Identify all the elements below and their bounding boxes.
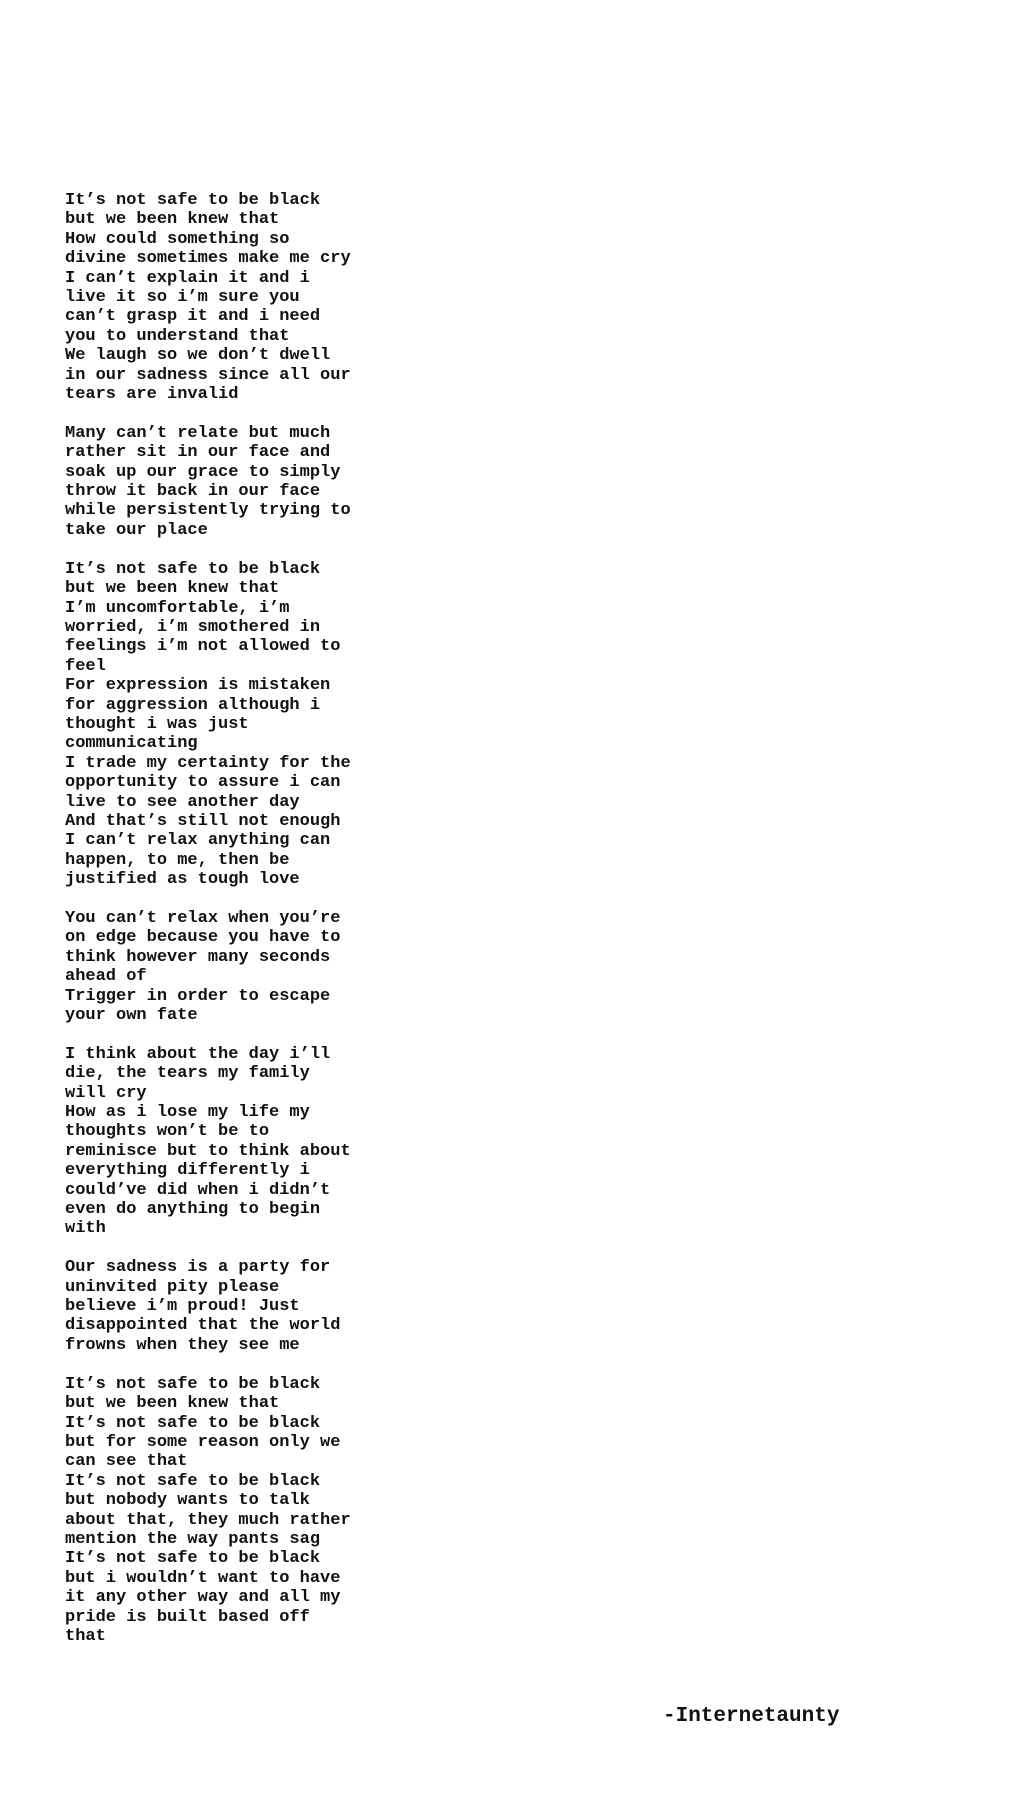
poem-line: disappointed that the world: [65, 1316, 341, 1336]
poem-stanza: [65, 1375, 765, 1647]
poem-line: for aggression although i: [65, 695, 321, 715]
poem-line: feel: [65, 656, 106, 676]
poem-line: Our sadness is a party for: [65, 1258, 331, 1278]
poem-line: but we been knew that: [65, 210, 280, 230]
poem-line: thought i was just: [65, 714, 249, 734]
poem-line: die, the tears my family: [65, 1064, 310, 1084]
poem-line: but we been knew that: [65, 1394, 280, 1414]
poem-line: think however many seconds: [65, 947, 331, 967]
poem-line: your own fate: [65, 1006, 198, 1026]
poem-line: but for some reason only we: [65, 1432, 341, 1452]
poem-line: ahead of: [65, 967, 147, 987]
poem-stanza: [65, 1045, 765, 1239]
poem-line: I can’t explain it and i: [65, 268, 310, 288]
poem-line: reminisce but to think about: [65, 1141, 351, 1161]
poem-line: justified as tough love: [65, 870, 300, 890]
poem-line: but we been knew that: [65, 579, 280, 599]
poem-line: It’s not safe to be black: [65, 191, 321, 210]
poem-line: could’ve did when i didn’t: [65, 1180, 331, 1200]
poem-line: opportunity to assure i can: [65, 773, 341, 793]
poem-line: you to understand that: [65, 326, 290, 346]
poem-stanza: [65, 1258, 765, 1355]
poem-line: believe i’m proud! Just: [65, 1297, 300, 1317]
poem-line: tears are invalid: [65, 385, 239, 405]
poem-line: live it so i’m sure you: [65, 288, 300, 308]
author-signature: -Internetaunty: [663, 1705, 840, 1728]
poem-line: throw it back in our face: [65, 482, 321, 502]
poem-line: It’s not safe to be black: [65, 1413, 321, 1433]
poem-stanza: [65, 424, 765, 540]
poem-line: uninvited pity please: [65, 1277, 280, 1297]
poem-line: but i wouldn’t want to have: [65, 1568, 341, 1588]
poem-line: How could something so: [65, 229, 290, 249]
poem-line: with: [65, 1219, 106, 1239]
poem-line: can’t grasp it and i need: [65, 307, 321, 327]
poem-line: worried, i’m smothered in: [65, 617, 321, 637]
poem-line: take our place: [65, 520, 208, 540]
poem-line: thoughts won’t be to: [65, 1122, 270, 1142]
poem-line: feelings i’m not allowed to: [65, 637, 341, 657]
poem-line: live to see another day: [65, 792, 300, 812]
poem-line: mention the way pants sag: [65, 1529, 321, 1549]
poem-line: It’s not safe to be black: [65, 1374, 321, 1394]
poem-line: divine sometimes make me cry: [65, 249, 351, 269]
poem-stanza: [65, 560, 765, 890]
poem-line: And that’s still not enough: [65, 811, 341, 831]
poem-line: soak up our grace to simply: [65, 462, 341, 482]
poem-line: communicating: [65, 734, 198, 754]
poem-line: Many can’t relate but much: [65, 423, 331, 443]
poem-stanza: [65, 191, 765, 404]
poem-line: I’m uncomfortable, i’m: [65, 598, 290, 618]
poem-line: I trade my certainty for the: [65, 753, 351, 773]
poem-line: that: [65, 1626, 106, 1646]
poem-line: everything differently i: [65, 1161, 310, 1181]
poem-line: frowns when they see me: [65, 1335, 300, 1355]
poem-line: rather sit in our face and: [65, 443, 331, 463]
poem-line: it any other way and all my: [65, 1588, 341, 1608]
poem-line: You can’t relax when you’re: [65, 908, 341, 928]
poem-line: can see that: [65, 1452, 188, 1472]
poem-line: pride is built based off: [65, 1607, 310, 1627]
poem-line: in our sadness since all our: [65, 365, 351, 385]
poem-line: but nobody wants to talk: [65, 1491, 310, 1511]
poem-line: It’s not safe to be black: [65, 559, 321, 579]
poem-line: even do anything to begin: [65, 1200, 321, 1220]
poem-stanza: [65, 909, 765, 1025]
poem-line: I can’t relax anything can: [65, 831, 331, 851]
poem-line: about that, they much rather: [65, 1510, 351, 1530]
poem-line: It’s not safe to be black: [65, 1471, 321, 1491]
poem-line: I think about the day i’ll: [65, 1044, 331, 1064]
poem-line: while persistently trying to: [65, 501, 351, 521]
poem-line: happen, to me, then be: [65, 850, 290, 870]
poem-line: on edge because you have to: [65, 928, 341, 948]
poem-line: How as i lose my life my: [65, 1103, 310, 1123]
poem-line: For expression is mistaken: [65, 676, 331, 696]
poem-line: We laugh so we don’t dwell: [65, 346, 331, 366]
poem-line: Trigger in order to escape: [65, 986, 331, 1006]
poem-line: will cry: [65, 1083, 147, 1103]
poem-line: It’s not safe to be black: [65, 1549, 321, 1569]
poem-body: [65, 191, 765, 1666]
